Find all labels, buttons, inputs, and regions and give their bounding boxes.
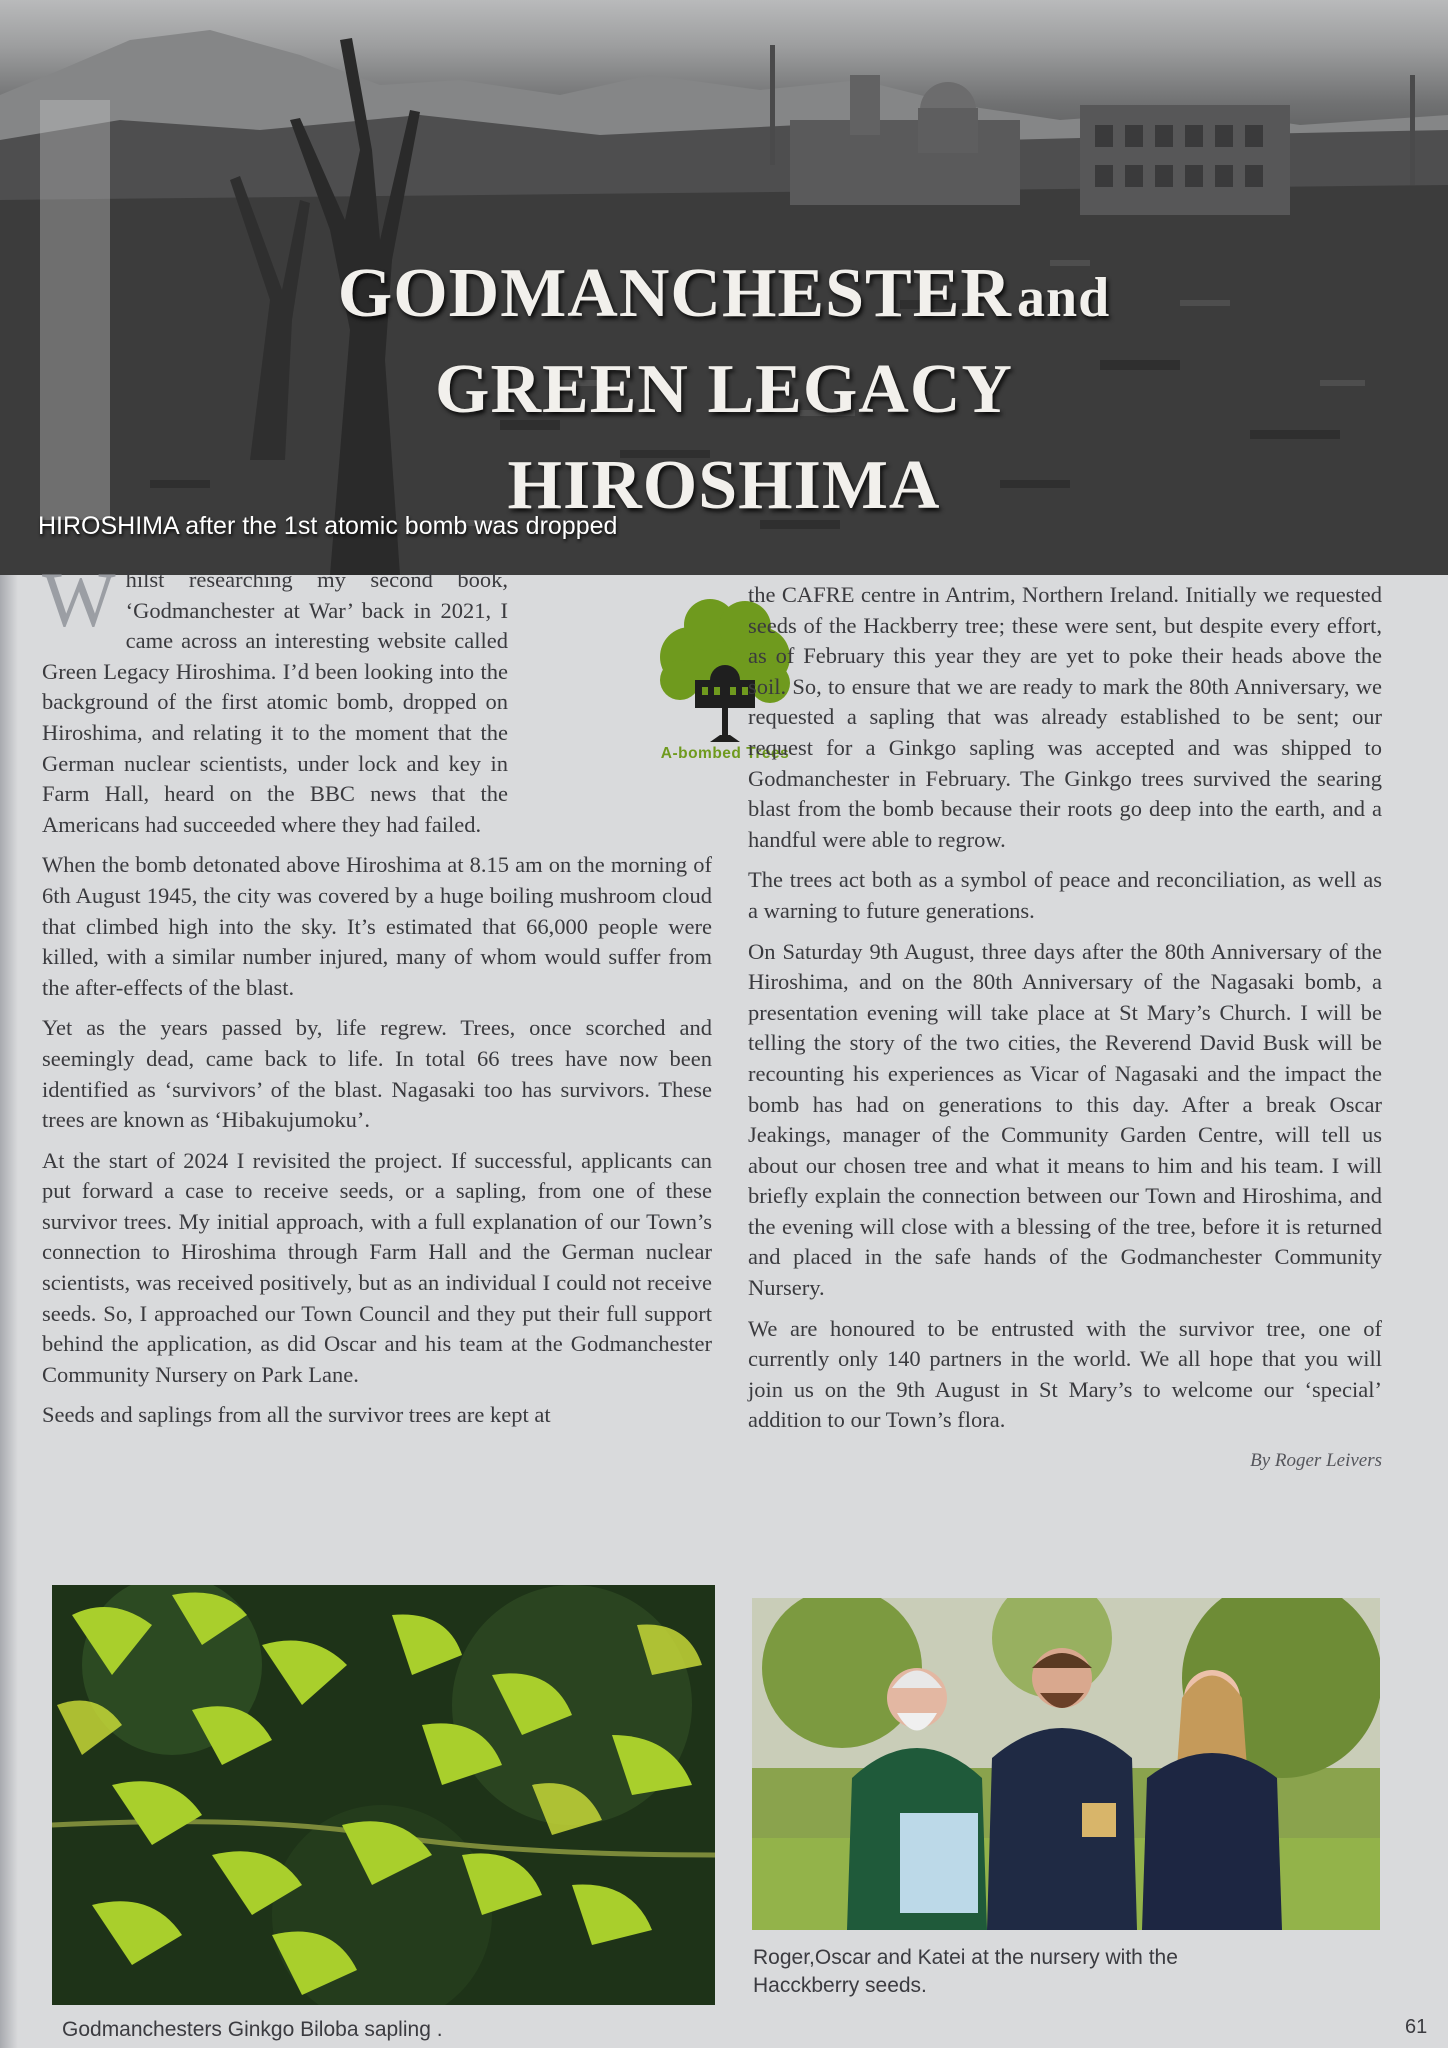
title-line-1: GODMANCHESTER: [337, 255, 1012, 332]
people-photo: [752, 1598, 1380, 1930]
hero-caption: HIROSHIMA after the 1st atomic bomb was dropped: [38, 512, 618, 540]
title-and: and: [1016, 267, 1111, 329]
ginkgo-leaves-image: [52, 1585, 715, 2005]
hero-photo: [0, 0, 1448, 575]
paragraph: When the bomb detonated above Hiroshima at 8.15 am on the morning of 6th August 1945, the city was covered by a huge boiling mushroom cloud that climbed high into the sky. It’s estimated that 66,000 people were killed, with a similar number injured, many of whom would suffer from the after-effects of the blast.: [42, 852, 712, 1000]
people-caption-line-2: Hacckberry seeds.: [753, 1974, 927, 1997]
people-at-nursery-image: [752, 1598, 1380, 1930]
logo-caption: A-bombed Trees: [660, 745, 790, 762]
ginkgo-caption: Godmanchesters Ginkgo Biloba sapling .: [62, 2018, 443, 2041]
paragraph: the CAFRE centre in Antrim, Northern Ireland. Initially we requested seeds of the Hackberry tree; these were sent, but despite every effort, as of February this year they are yet to poke their heads above the soil. So, to ensure that we are ready to mark the 80th Anniversary, we requested a sapling that was already established to be sent; our request for a Ginkgo sapling was accepted and was shipped to Godmanchester in February. The Ginkgo trees survived the searing blast from the bomb because their roots go deep into the earth, and a handful were able to regrow.: [748, 582, 1382, 852]
drop-cap: W: [42, 556, 116, 643]
paragraph: The trees act both as a symbol of peace and reconciliation, as well as a warning to future generations.: [748, 867, 1382, 923]
byline: By Roger Leivers: [1250, 1450, 1382, 1472]
title-line-2: GREEN LEGACY: [435, 351, 1013, 428]
title-line-3: HIROSHIMA: [507, 447, 941, 524]
paragraph: On Saturday 9th August, three days after the 80th Anniversary of the Hiroshima, and on the 80th Anniversary of the Nagasaki bomb, a presentation evening will take place at St Mary’s Church. I will be telling the story of the two cities, the Reverend David Busk will be recounting his experiences as Vicar of Nagasaki and the impact the bomb has had on generations to this day. After a break Oscar Jeakings, manager of the Community Garden Centre, will tell us about our chosen tree and what it means to him and his team. I will briefly explain the connection between our Town and Hiroshima, and the evening will close with a blessing of the tree, before it is returned and placed in the safe hands of the Godmanchester Community Nursery.: [748, 938, 1382, 1301]
paragraph: At the start of 2024 I revisited the project. If successful, applicants can put forward a case to receive seeds, or a sapling, from one of these survivor trees. My initial approach, with a full explanation of our Town’s connection to Hiroshima through Farm Hall and the German nuclear scientists, was received positively, but as an individual I could not receive seeds. So, I approached our Town Council and they put their full support behind the application, as did Oscar and his team at the Godmanchester Community Nursery on Park Lane.: [42, 1147, 712, 1387]
paragraph-text: hilst researching my second book, ‘Godmanchester at War’ back in 2021, I came across an interesting website called Green Legacy Hiroshima. I’d been looking into the background of the first atomic bomb, dropped on Hiroshima, and relating it to the moment that the German nuclear scientists, under lock and key in Farm Hall, heard on the BBC news that the Americans had succeeded where they had failed.: [42, 567, 508, 837]
paragraph: Seeds and saplings from all the survivor trees are kept at: [42, 1402, 551, 1428]
page-gutter-shadow: [0, 575, 18, 2048]
page-number: 61: [1405, 2016, 1428, 2038]
paragraph: Yet as the years passed by, life regrew. Trees, once scorched and seemingly dead, came back to life. In total 66 trees have now been identified as ‘survivors’ of the blast. Nagasaki too has survivors. These trees are known as ‘Hibakujumoku’.: [42, 1015, 712, 1133]
people-caption-line-1: Roger,Oscar and Katei at the nursery with the: [753, 1946, 1178, 1969]
people-caption: [753, 1944, 1273, 2000]
article-title: [0, 255, 1448, 543]
article-column-right: [748, 580, 1382, 1477]
logo-spacer: [526, 567, 704, 797]
article-column-left: [42, 556, 712, 1441]
paragraph: We are honoured to be entrusted with the survivor tree, one of currently only 140 partners in the world. We all hope that you will join us on the 9th August in St Mary’s to welcome our ‘special’ addition to our Town’s flora.: [748, 1315, 1382, 1433]
ginkgo-photo: [52, 1585, 715, 2005]
